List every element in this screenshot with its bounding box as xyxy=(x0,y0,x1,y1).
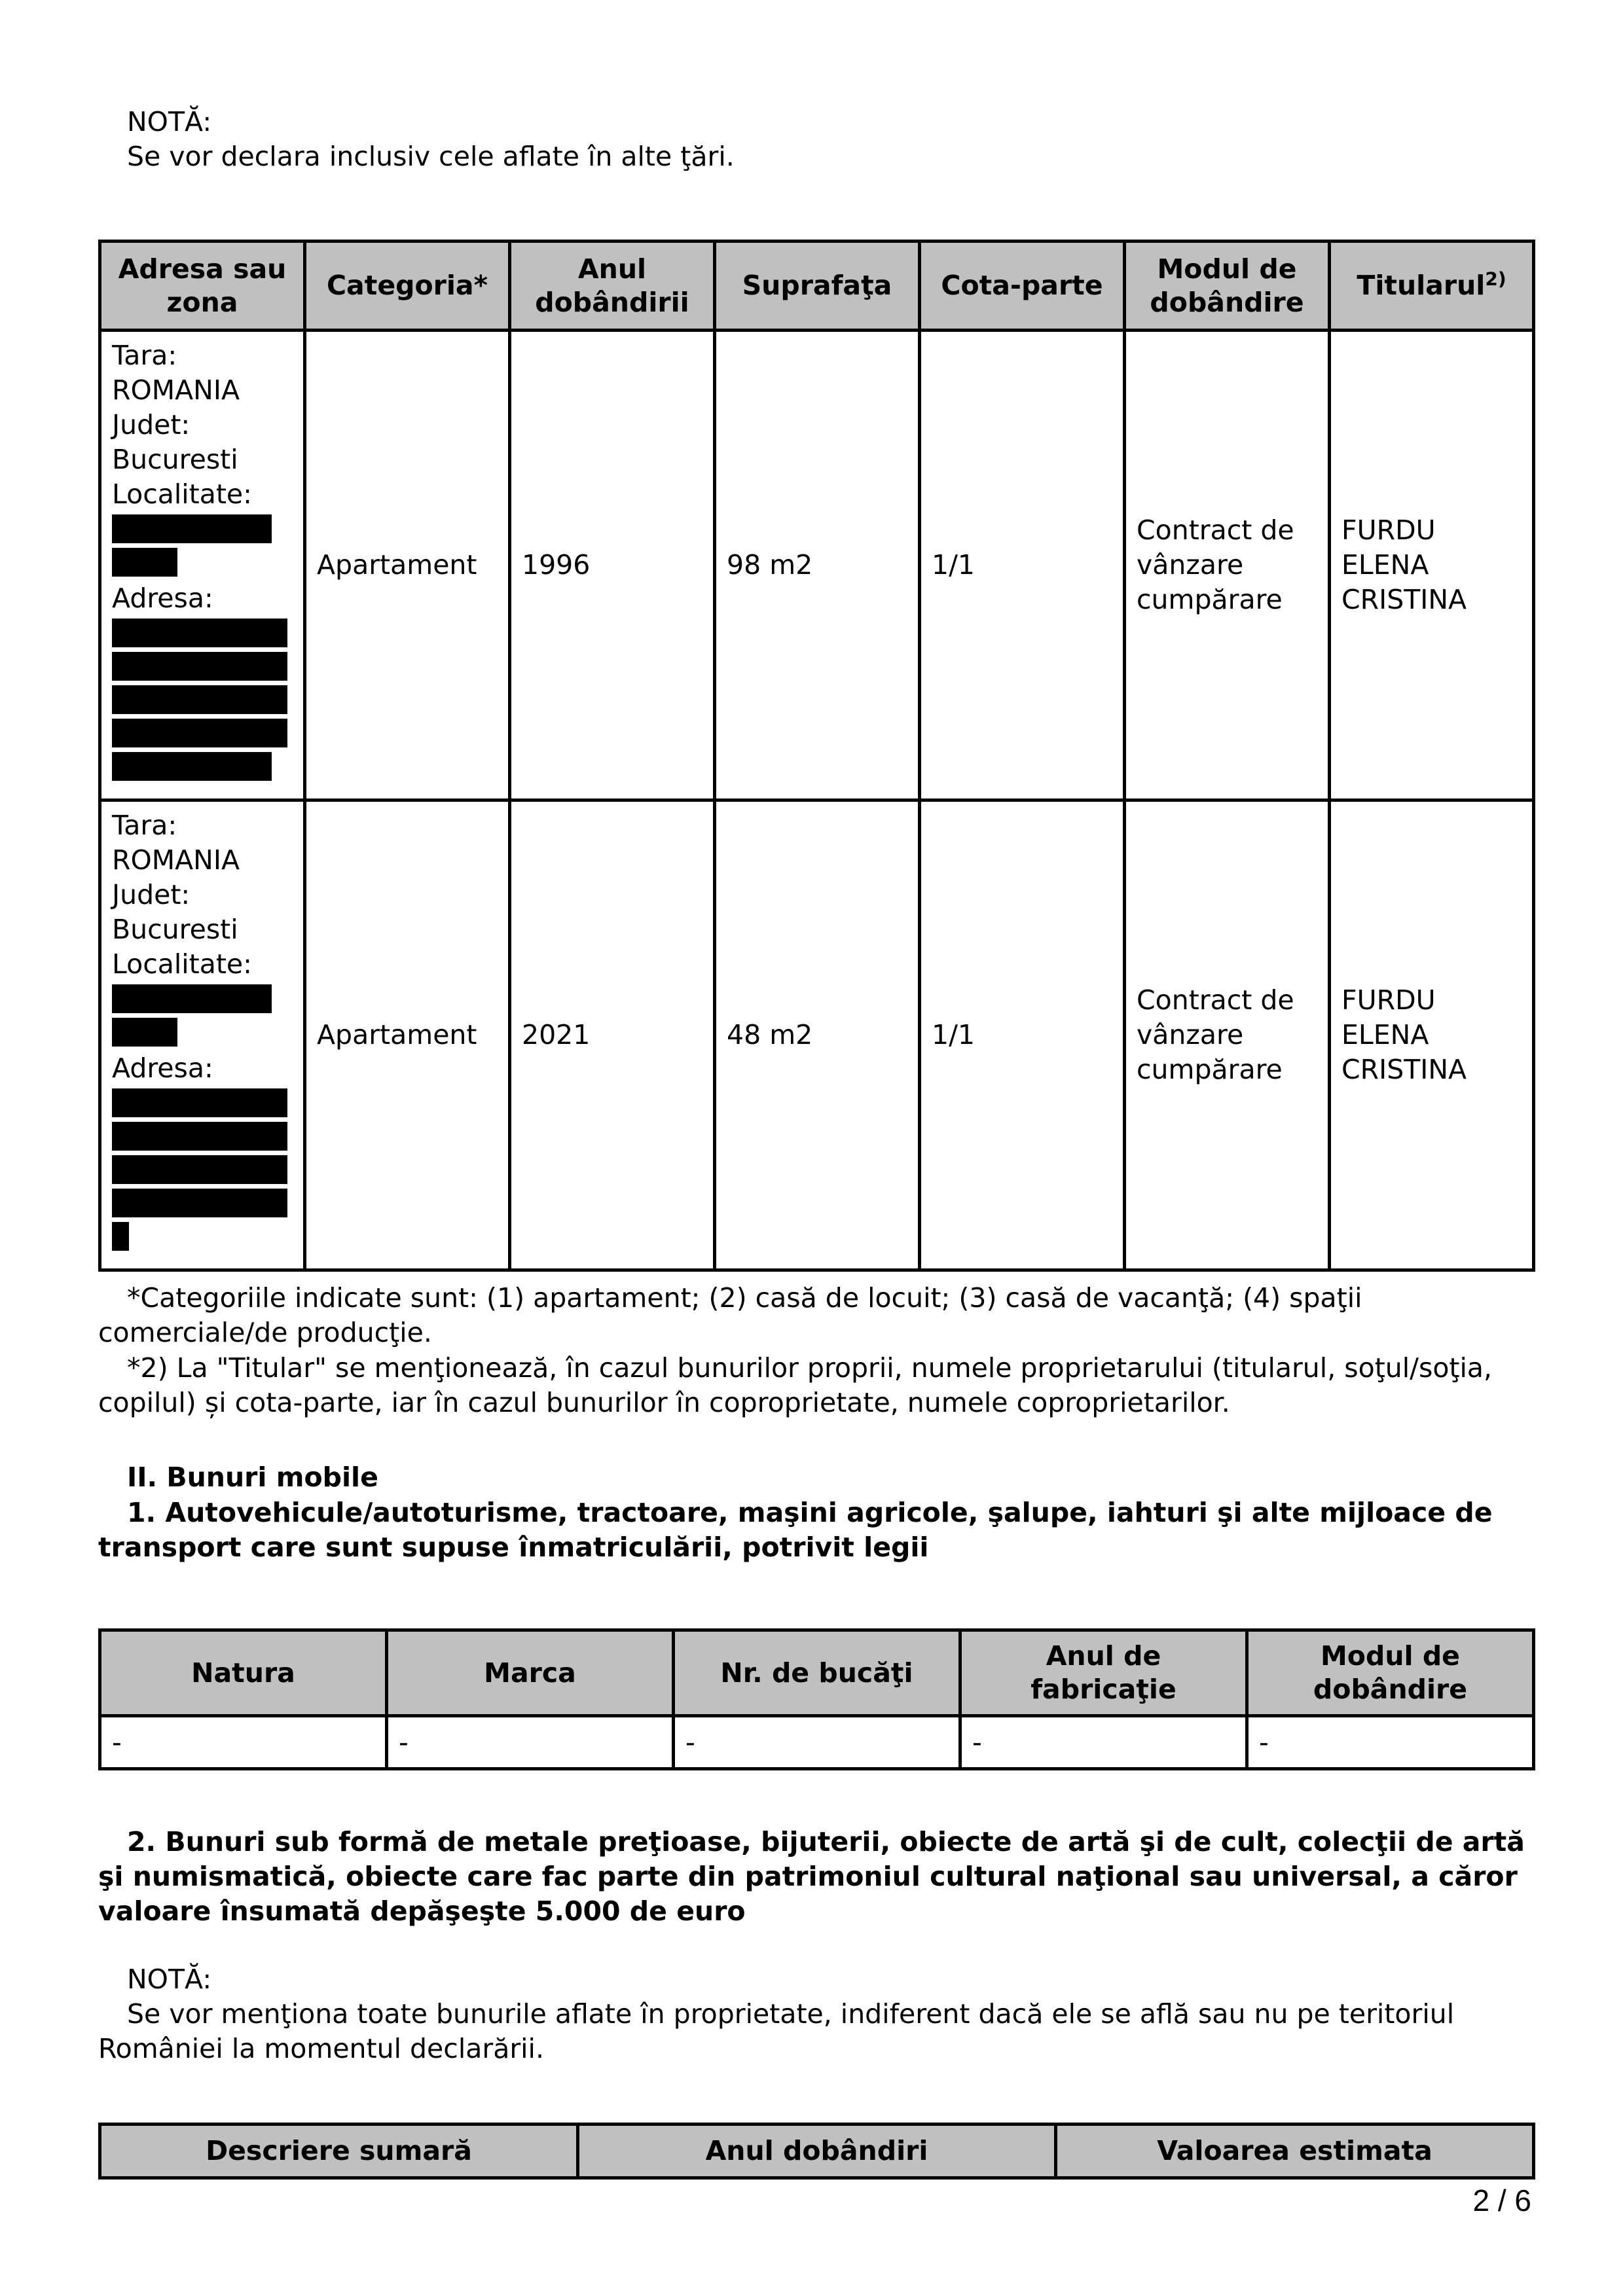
section-title: II. Bunuri mobile xyxy=(127,1462,378,1493)
page-number: 2 / 6 xyxy=(1472,2183,1531,2217)
acquisition-cell: Contract de vânzare cumpărare xyxy=(1125,331,1330,800)
vehicles-table xyxy=(98,1628,1535,1770)
note-text: Se vor declara inclusiv cele aflate în alte ţări. xyxy=(127,141,735,172)
redaction-block xyxy=(112,752,272,781)
header-modul-dobandire: Modul de dobândire xyxy=(1247,1630,1534,1716)
county-value: Bucuresti xyxy=(112,444,238,475)
redaction-block xyxy=(112,514,272,543)
table-row xyxy=(100,331,1534,800)
table-cell: - xyxy=(387,1716,674,1769)
header-cota: Cota-parte xyxy=(920,242,1125,331)
real-estate-table xyxy=(98,240,1535,1272)
redaction-block xyxy=(112,1155,287,1184)
country-label: Tara: xyxy=(112,340,177,371)
header-titular: Titularul$^{2)}$ xyxy=(1330,242,1534,331)
year-cell: 2021 xyxy=(510,800,715,1270)
area-cell: 98 m2 xyxy=(715,331,920,800)
redaction-block xyxy=(112,1189,287,1217)
footnote-titular: *2) La "Titular" se menţionează, în cazul bunurilor proprii, numele proprietarului (titularul, soţul/soţia, copilul) și cota-parte, iar în cazul bunurilor în coproprietate, numele coproprietarilor. xyxy=(98,1352,1493,1418)
footnote-categories: *Categoriile indicate sunt: (1) apartament; (2) casă de locuit; (3) casă de vacanţă; (4) spaţii comerciale/de producţie. xyxy=(98,1282,1362,1348)
header-descriere: Descriere sumară xyxy=(100,2125,578,2178)
acquisition-cell: Contract de vânzare cumpărare xyxy=(1125,800,1330,1270)
locality-label: Localitate: xyxy=(112,948,252,980)
table-row xyxy=(100,800,1534,1270)
table-header-row xyxy=(100,242,1534,331)
header-adresa: Adresa sau zona xyxy=(100,242,305,331)
table-cell: - xyxy=(100,1716,387,1769)
country-label: Tara: xyxy=(112,810,177,841)
redaction-block xyxy=(112,1122,287,1151)
note-text: Se vor menţiona toate bunurile aflate în proprietate, indiferent dacă ele se află sau nu pe teritoriul României la momentul declarării. xyxy=(98,1998,1455,2064)
table-cell: - xyxy=(1247,1716,1534,1769)
category-cell: Apartament xyxy=(305,331,510,800)
address-label: Adresa: xyxy=(112,583,213,614)
header-suprafata: Suprafaţa xyxy=(715,242,920,331)
header-valoarea: Valoarea estimata xyxy=(1056,2125,1534,2178)
share-cell: 1/1 xyxy=(920,800,1125,1270)
header-modul: Modul de dobândire xyxy=(1125,242,1330,331)
header-marca: Marca xyxy=(387,1630,674,1716)
subsection-vehicles-title: 1. Autovehicule/autoturisme, tractoare, maşini agricole, şalupe, iahturi şi alte mijloace de transport care sunt supuse înmatriculării, potrivit legii xyxy=(98,1497,1493,1563)
address-label: Adresa: xyxy=(112,1052,213,1084)
table-row xyxy=(100,1716,1534,1769)
redaction-block xyxy=(112,619,287,647)
country-value: ROMANIA xyxy=(112,374,240,406)
header-natura: Natura xyxy=(100,1630,387,1716)
share-cell: 1/1 xyxy=(920,331,1125,800)
redaction-block xyxy=(112,685,287,714)
header-anul-dobandiri: Anul dobândiri xyxy=(578,2125,1056,2178)
table-cell: - xyxy=(674,1716,960,1769)
category-cell: Apartament xyxy=(305,800,510,1270)
county-label: Judet: xyxy=(112,879,191,910)
redaction-block xyxy=(112,984,272,1013)
valuables-table xyxy=(98,2123,1535,2179)
header-categoria: Categoria* xyxy=(305,242,510,331)
redaction-block xyxy=(112,652,287,681)
year-cell: 1996 xyxy=(510,331,715,800)
redaction-block xyxy=(112,548,177,577)
header-anul-fabricatie: Anul de fabricaţie xyxy=(960,1630,1247,1716)
table-header-row xyxy=(100,2125,1534,2178)
footnote-marker: 2) xyxy=(1485,268,1506,290)
holder-cell: FURDU ELENA CRISTINA xyxy=(1330,800,1534,1270)
note-title: NOTĂ: xyxy=(127,106,212,137)
redaction-block xyxy=(112,1222,129,1251)
holder-cell: FURDU ELENA CRISTINA xyxy=(1330,331,1534,800)
address-cell xyxy=(100,331,305,800)
subsection-valuables-title: 2. Bunuri sub formă de metale preţioase, bijuterii, obiecte de artă şi de cult, colecţii de artă şi numismatică, obiecte care fac parte din patrimoniul cultural naţional sau universal, a căror valoare însumată depăşeşte 5.000 de euro xyxy=(98,1826,1525,1927)
redaction-block xyxy=(112,719,287,747)
redaction-block xyxy=(112,1018,177,1047)
country-value: ROMANIA xyxy=(112,844,240,876)
table-header-row xyxy=(100,1630,1534,1716)
locality-label: Localitate: xyxy=(112,478,252,510)
area-cell: 48 m2 xyxy=(715,800,920,1270)
note-title: NOTĂ: xyxy=(127,1964,212,1995)
county-label: Judet: xyxy=(112,409,191,440)
county-value: Bucuresti xyxy=(112,914,238,945)
header-nr-bucati: Nr. de bucăţi xyxy=(674,1630,960,1716)
table-cell: - xyxy=(960,1716,1247,1769)
header-anul: Anul dobândirii xyxy=(510,242,715,331)
address-cell xyxy=(100,800,305,1270)
redaction-block xyxy=(112,1088,287,1117)
